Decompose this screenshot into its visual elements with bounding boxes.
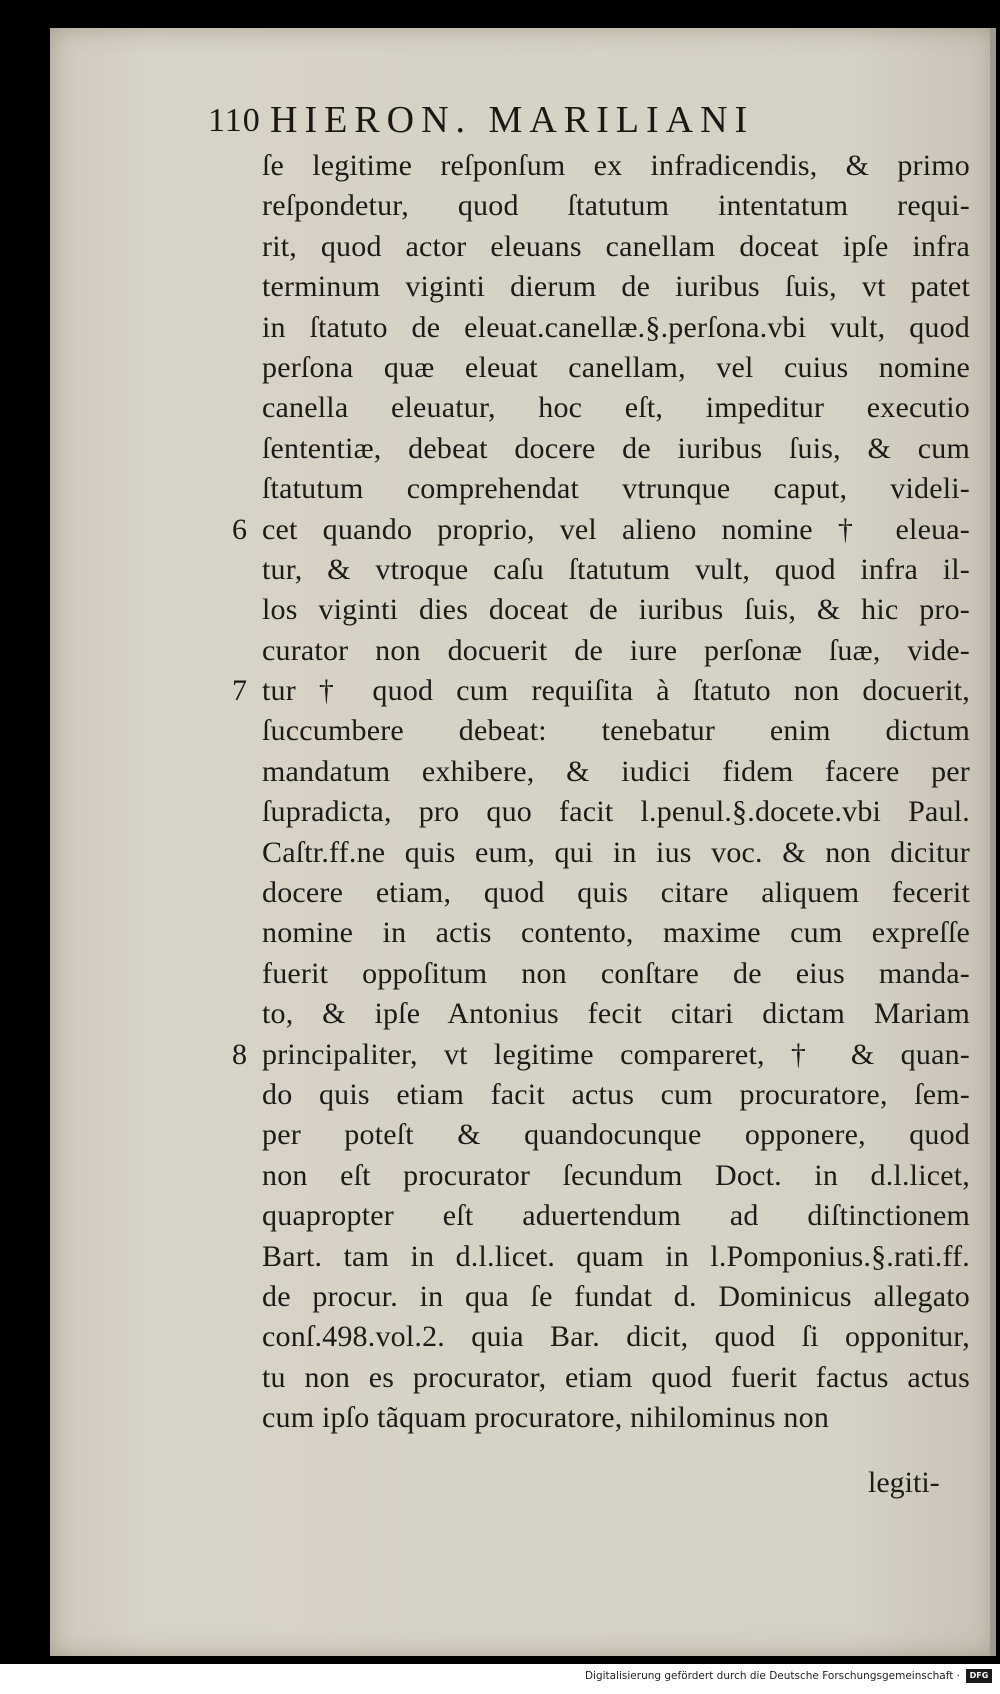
- text-line: [262, 146, 970, 186]
- line-text: mandatum exhibere, & iudici fidem facere per: [262, 754, 970, 788]
- line-text: Bart. tam in d.l.licet. quam in l.Pomponius.§.rati.ff.: [262, 1239, 970, 1273]
- text-line: [262, 994, 970, 1034]
- line-text: fuerit oppoſitum non conſtare de eius manda-: [262, 956, 970, 990]
- line-text: to, & ipſe Antonius fecit citari dictam Mariam: [262, 997, 970, 1031]
- line-text: per poteſt & quandocunque opponere, quod: [262, 1118, 970, 1152]
- text-line: [262, 913, 970, 953]
- marginal-note-number: 8: [232, 1037, 248, 1071]
- text-line: [262, 1115, 970, 1155]
- line-text: perſona quæ eleuat canellam, vel cuius nomine: [262, 350, 970, 384]
- line-text: quapropter eſt aduertendum ad diſtinctionem: [262, 1199, 970, 1233]
- line-text: ſupradicta, pro quo facit l.penul.§.docete.vbi Paul.: [262, 795, 970, 829]
- line-text: in ſtatuto de eleuat.canellæ.§.perſona.vbi vult, quod: [262, 310, 970, 344]
- text-line: [262, 1317, 970, 1357]
- text-line: [262, 1398, 970, 1438]
- text-line: [262, 1196, 970, 1236]
- digitization-footer: [0, 1664, 1000, 1694]
- line-text: tur † quod cum requiſita à ſtatuto non docuerit,: [262, 674, 970, 708]
- line-text: ſe legitime reſponſum ex infradicendis, & primo: [262, 149, 970, 182]
- line-text: Caſtr.ff.ne quis eum, qui in ius voc. & non dicitur: [262, 835, 970, 869]
- line-text: curator non docuerit de iure perſonæ ſuæ, vide-: [262, 633, 970, 667]
- text-line: [262, 1277, 970, 1317]
- text-line: [262, 429, 970, 469]
- line-text: ſententiæ, debeat docere de iuribus ſuis, & cum: [262, 431, 970, 465]
- line-text: non eſt procurator ſecundum Doct. in d.l.licet,: [262, 1158, 970, 1192]
- text-line: [232, 671, 970, 711]
- dfg-logo: DFG: [966, 1669, 992, 1683]
- text-line: [262, 348, 970, 388]
- line-text: tu non es procurator, etiam quod fuerit factus actus: [262, 1360, 970, 1394]
- text-line: [262, 590, 970, 630]
- text-line: [232, 510, 970, 550]
- text-line: [262, 711, 970, 751]
- text-line: [262, 227, 970, 267]
- line-text: terminum viginti dierum de iuribus ſuis, vt patet: [262, 270, 970, 304]
- text-line: [262, 631, 970, 671]
- line-text: cum ipſo tãquam procuratore, nihilominus non: [262, 1401, 830, 1435]
- page-number: 110: [208, 102, 261, 139]
- line-text: ſuccumbere debeat: tenebatur enim dictum: [262, 714, 970, 748]
- marginal-note-number: 7: [232, 674, 248, 708]
- line-text: conſ.498.vol.2. quia Bar. dicit, quod ſi opponitur,: [262, 1320, 970, 1354]
- line-text: nomine in actis contento, maxime cum expreſſe: [262, 916, 970, 950]
- page-edge: [990, 28, 996, 1656]
- line-text: tur, & vtroque caſu ſtatutum vult, quod infra il-: [262, 552, 970, 586]
- text-line: [262, 833, 970, 873]
- text-line: [262, 267, 970, 307]
- line-text: reſpondetur, quod ſtatutum intentatum requi-: [262, 189, 970, 223]
- text-line: [262, 1156, 970, 1196]
- text-line: [262, 1237, 970, 1277]
- running-head: [208, 98, 908, 148]
- line-text: de procur. in qua ſe fundat d. Dominicus allegato: [262, 1279, 970, 1313]
- line-text: canella eleuatur, hoc eſt, impeditur executio: [262, 391, 970, 425]
- text-line: [262, 752, 970, 792]
- line-text: docere etiam, quod quis citare aliquem fecerit: [262, 876, 970, 910]
- text-line: [262, 1075, 970, 1115]
- line-text: rit, quod actor eleuans canellam doceat ipſe infra: [262, 229, 970, 263]
- line-text: ſtatutum comprehendat vtrunque caput, videli-: [262, 472, 970, 506]
- text-line: [262, 792, 970, 832]
- line-text: principaliter, vt legitime compareret, † & quan-: [262, 1037, 970, 1071]
- text-line: [262, 308, 970, 348]
- text-line: [262, 186, 970, 226]
- line-text: cet quando proprio, vel alieno nomine † eleua-: [262, 512, 970, 546]
- text-block: [232, 146, 970, 1439]
- catchword: legiti-: [868, 1466, 940, 1499]
- text-line: [262, 550, 970, 590]
- running-title: HIERON. MARILIANI: [270, 99, 755, 141]
- text-line: [262, 469, 970, 509]
- text-line: [232, 1035, 970, 1075]
- line-text: los viginti dies doceat de iuribus ſuis, & hic pro-: [262, 593, 970, 627]
- text-line: [262, 873, 970, 913]
- line-text: do quis etiam facit actus cum procuratore, ſem-: [262, 1077, 970, 1111]
- text-line: [262, 388, 970, 428]
- text-line: [262, 954, 970, 994]
- footer-credit: Digitalisierung gefördert durch die Deutsche Forschungsgemeinschaft ·: [584, 1670, 960, 1682]
- text-line: [262, 1358, 970, 1398]
- marginal-note-number: 6: [232, 512, 248, 546]
